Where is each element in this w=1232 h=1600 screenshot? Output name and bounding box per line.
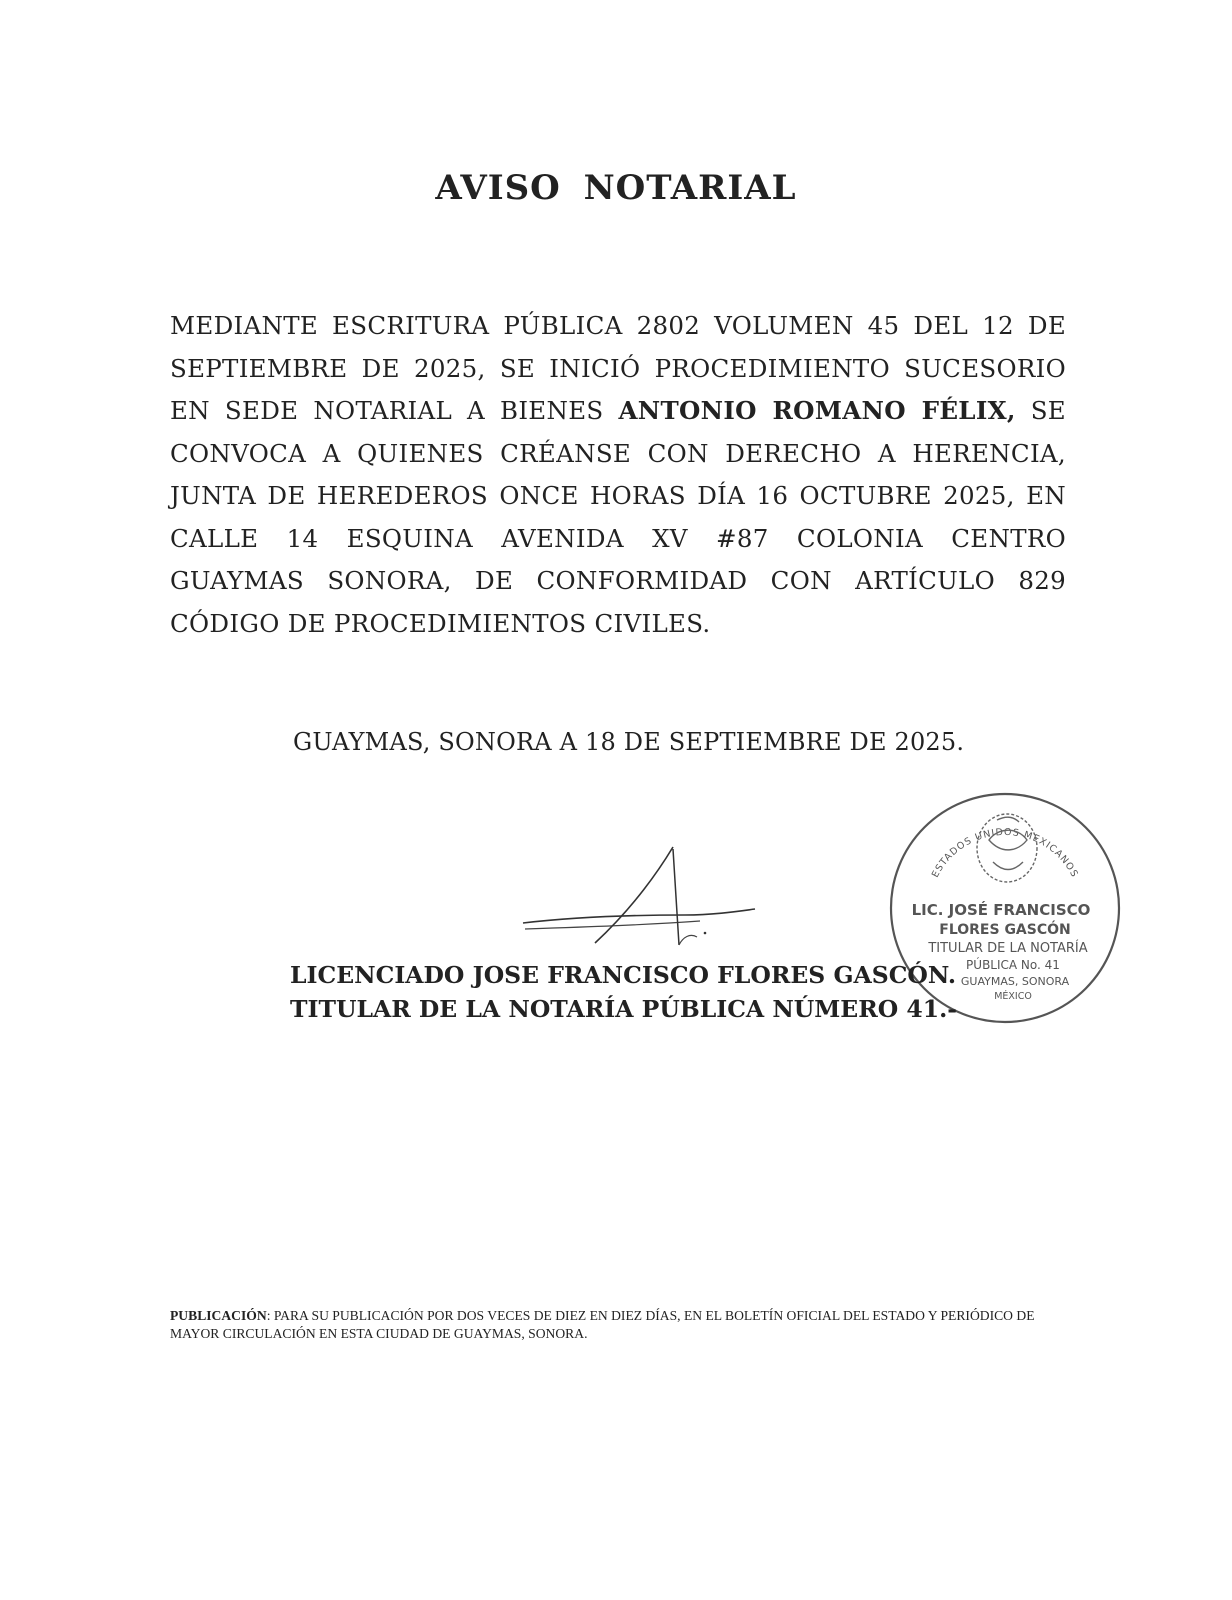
seal-line-3: TITULAR DE LA NOTARÍA: [928, 941, 1088, 956]
signature-image: [515, 845, 765, 955]
notice-body-part2: SE CONVOCA A QUIENES CRÉANSE CON DERECHO A HERENCIA, JUNTA DE HEREDEROS ONCE HORAS DÍA 16 OCTUBRE 2025, EN CALLE 14 ESQUINA AVENIDA XV #87 COLONIA CENTRO GUAYMAS SONORA, DE CONFORMIDAD CON ARTÍCULO 829 CÓDIGO DE PROCEDIMIENTOS CIVILES.: [170, 396, 1066, 638]
place-and-date: GUAYMAS, SONORA A 18 DE SEPTIEMBRE DE 2025.: [293, 728, 965, 756]
seal-line-5: GUAYMAS, SONORA: [960, 975, 1070, 988]
seal-line-1: LIC. JOSÉ FRANCISCO: [911, 901, 1091, 919]
seal-line-4: PÚBLICA No. 41: [966, 958, 1060, 972]
seal-line-6: MÉXICO: [994, 991, 1032, 1002]
notice-body: [170, 305, 1066, 645]
eagle-emblem-icon: [977, 814, 1037, 882]
signer-name: LICENCIADO JOSE FRANCISCO FLORES GASCÓN.: [290, 961, 957, 989]
signer-title: TITULAR DE LA NOTARÍA PÚBLICA NÚMERO 41.-: [290, 995, 958, 1023]
publication-note: [170, 1307, 1070, 1343]
signer-block: [290, 958, 958, 1026]
document-title: AVISO NOTARIAL: [435, 168, 797, 208]
notice-body-part1: MEDIANTE ESCRITURA PÚBLICA 2802 VOLUMEN 45 DEL 12 DE SEPTIEMBRE DE 2025, SE INICIÓ PROCEDIMIENTO SUCESORIO EN SEDE NOTARIAL A BIENES: [170, 311, 1066, 425]
publication-text: : PARA SU PUBLICACIÓN POR DOS VECES DE DIEZ EN DIEZ DÍAS, EN EL BOLETÍN OFICIAL DEL ESTADO Y PERIÓDICO DE MAYOR CIRCULACIÓN EN ESTA CIUDAD DE GUAYMAS, SONORA.: [170, 1308, 1035, 1341]
seal-line-2: FLORES GASCÓN: [939, 922, 1071, 938]
seal-arc-text: ESTADOS UNIDOS MEXICANOS: [929, 826, 1081, 880]
svg-text:ESTADOS UNIDOS MEXICANOS: [930, 827, 1080, 880]
publication-label: PUBLICACIÓN: [170, 1308, 267, 1323]
deceased-name: ANTONIO ROMANO FÉLIX,: [618, 396, 1016, 425]
